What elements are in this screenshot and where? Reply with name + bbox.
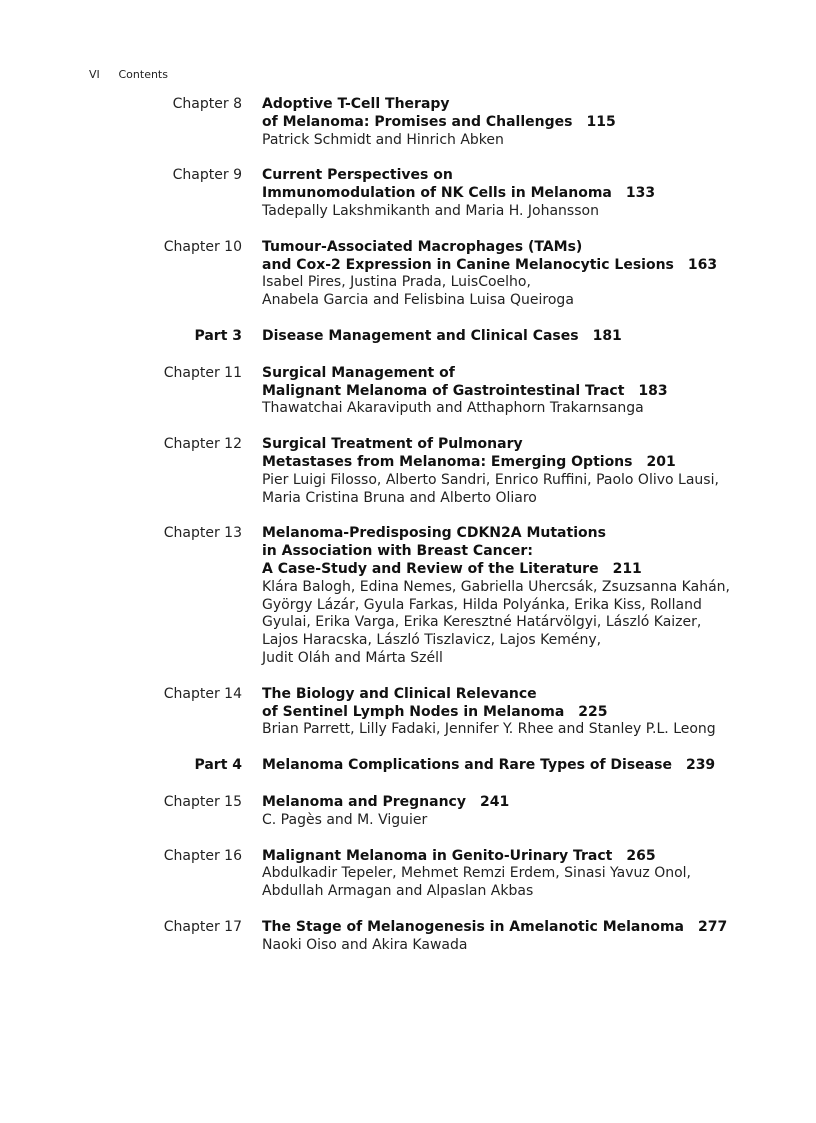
- entry-title-line: [262, 757, 716, 775]
- entry-title-text: in Association with Breast Cancer:: [262, 543, 533, 560]
- entry-authors-line: Abdullah Armagan and Alpaslan Akbas: [262, 883, 534, 900]
- entry-authors-line: Isabel Pires, Justina Prada, LuisCoelho,: [262, 274, 531, 291]
- entry-page-number: 201: [646, 453, 676, 470]
- part-label: Part 3: [194, 327, 242, 344]
- chapter-label: Chapter 12: [163, 436, 242, 453]
- toc-chapter-entry: [0, 436, 816, 507]
- toc-entry-body: [262, 365, 712, 418]
- entry-title-text: Surgical Treatment of Pulmonary: [262, 436, 523, 453]
- entry-title-line: [262, 167, 712, 185]
- toc-entry-body: [262, 757, 716, 775]
- running-head: [89, 68, 168, 81]
- entry-title-line: [262, 918, 728, 937]
- entry-title-text: Adoptive T-Cell Therapy: [262, 96, 450, 112]
- toc-part-entry: [0, 328, 816, 346]
- toc-entry-body: [262, 794, 712, 830]
- entry-title-text: Tumour-Associated Macrophages (TAMs): [262, 238, 583, 255]
- entry-title-text: and Cox-2 Expression in Canine Melanocytic Lesions: [262, 256, 674, 273]
- entry-page-number: 211: [612, 560, 642, 577]
- entry-title-line: [262, 185, 712, 203]
- toc-chapter-entry: [0, 848, 816, 901]
- chapter-label: Chapter 10: [163, 238, 242, 255]
- entry-title-text: Malignant Melanoma of Gastrointestinal Tract: [262, 382, 625, 399]
- toc-chapter-entry: [0, 686, 816, 739]
- entry-title-text: Surgical Management of: [262, 364, 455, 381]
- entry-title-line: [262, 525, 712, 543]
- entry-title-text: Melanoma-Predisposing CDKN2A Mutations: [262, 525, 606, 542]
- entry-title-line: [262, 848, 712, 866]
- chapter-label: Chapter 15: [163, 793, 242, 810]
- entry-authors-line: Patrick Schmidt and Hinrich Abken: [262, 131, 504, 148]
- entry-page-number: 133: [625, 185, 656, 202]
- entry-page-number: 181: [592, 327, 622, 344]
- entry-page-number: 239: [685, 757, 716, 774]
- entry-title-text: of Melanoma: Promises and Challenges: [262, 113, 573, 130]
- toc-chapter-entry: [0, 365, 816, 418]
- part-label: Part 4: [194, 757, 242, 774]
- entry-title-text: Melanoma and Pregnancy: [262, 793, 466, 810]
- entry-title-line: [262, 686, 712, 704]
- entry-title-line: [262, 561, 712, 579]
- toc-entry-body: [262, 167, 712, 220]
- chapter-label: Chapter 16: [163, 847, 242, 864]
- entry-title-line: [262, 704, 712, 722]
- chapter-label: Chapter 8: [172, 96, 242, 112]
- chapter-label: Chapter 11: [163, 364, 242, 381]
- table-of-contents: [0, 96, 816, 972]
- entry-authors-line: Tadepally Lakshmikanth and Maria H. Johansson: [262, 202, 599, 219]
- entry-title-line: [262, 328, 712, 346]
- entry-title-line: [262, 256, 718, 275]
- entry-title-line: [262, 794, 712, 812]
- toc-chapter-entry: [0, 919, 816, 955]
- entry-title-text: Current Perspectives on: [262, 167, 453, 184]
- chapter-label: Chapter 9: [172, 167, 242, 184]
- entry-authors-line: Judit Oláh and Márta Széll: [262, 649, 443, 666]
- toc-chapter-entry: [0, 525, 816, 667]
- entry-title-line: [262, 454, 712, 472]
- entry-page-number: 277: [698, 918, 728, 935]
- entry-authors-line: Pier Luigi Filosso, Alberto Sandri, Enrico Ruffini, Paolo Olivo Lausi,: [262, 471, 719, 488]
- toc-chapter-entry: [0, 239, 816, 310]
- entry-authors-line: Brian Parrett, Lilly Fadaki, Jennifer Y. Rhee and Stanley P.L. Leong: [262, 721, 716, 738]
- page-folio: VI: [89, 68, 100, 81]
- entry-title-line: [262, 365, 712, 383]
- entry-authors-line: Abdulkadir Tepeler, Mehmet Remzi Erdem, Sinasi Yavuz Onol,: [262, 865, 691, 882]
- chapter-label: Chapter 17: [163, 918, 242, 935]
- entry-authors-line: Gyulai, Erika Varga, Erika Keresztné Határvölgyi, László Kaizer,: [262, 614, 702, 631]
- entry-page-number: 163: [687, 256, 718, 273]
- entry-title-text: Melanoma Complications and Rare Types of Disease: [262, 757, 672, 774]
- toc-entry-body: [262, 918, 728, 955]
- entry-title-text: Disease Management and Clinical Cases: [262, 327, 579, 344]
- toc-chapter-entry: [0, 96, 816, 149]
- toc-entry-body: [262, 685, 716, 739]
- entry-authors-line: Klára Balogh, Edina Nemes, Gabriella Uhercsák, Zsuzsanna Kahán,: [262, 578, 730, 595]
- entry-page-number: 183: [638, 382, 668, 399]
- toc-chapter-entry: [0, 167, 816, 220]
- entry-title-text: Metastases from Melanoma: Emerging Options: [262, 453, 633, 470]
- entry-title-line: [262, 383, 712, 401]
- entry-title-line: [262, 96, 712, 114]
- entry-title-text: A Case-Study and Review of the Literature: [262, 560, 599, 577]
- entry-page-number: 265: [626, 847, 656, 864]
- entry-title-text: The Stage of Melanogenesis in Amelanotic Melanoma: [262, 918, 685, 935]
- toc-entry-body: [262, 848, 712, 901]
- entry-title-text: of Sentinel Lymph Nodes in Melanoma: [262, 703, 565, 720]
- entry-authors-line: Lajos Haracska, László Tiszlavicz, Lajos Kemény,: [262, 632, 602, 649]
- entry-authors-line: Thawatchai Akaraviputh and Atthaphorn Trakarnsanga: [262, 400, 644, 417]
- chapter-label: Chapter 14: [163, 685, 242, 702]
- entry-title-line: [262, 436, 712, 454]
- toc-entry-body: [262, 328, 712, 346]
- entry-title-text: The Biology and Clinical Relevance: [262, 685, 537, 702]
- entry-page-number: 241: [479, 793, 510, 810]
- entry-title-line: [262, 239, 712, 257]
- entry-title-text: Malignant Melanoma in Genito-Urinary Tract: [262, 847, 613, 864]
- running-head-section: Contents: [118, 68, 168, 81]
- entry-authors-line: Naoki Oiso and Akira Kawada: [262, 936, 468, 953]
- entry-title-line: [262, 114, 712, 132]
- entry-page-number: 225: [578, 703, 608, 720]
- entry-title-text: Immunomodulation of NK Cells in Melanoma: [262, 185, 612, 202]
- entry-title-line: [262, 543, 712, 561]
- chapter-label: Chapter 13: [163, 525, 242, 542]
- toc-entry-body: [262, 238, 718, 310]
- toc-chapter-entry: [0, 794, 816, 830]
- entry-authors-line: Anabela Garcia and Felisbina Luisa Queiroga: [262, 292, 574, 309]
- entry-authors-line: György Lázár, Gyula Farkas, Hilda Polyánka, Erika Kiss, Rolland: [262, 596, 702, 613]
- toc-part-entry: [0, 757, 816, 775]
- toc-entry-body: [262, 525, 730, 667]
- entry-authors-line: C. Pagès and M. Viguier: [262, 811, 428, 828]
- toc-entry-body: [262, 436, 719, 507]
- toc-entry-body: [262, 96, 712, 149]
- entry-authors-line: Maria Cristina Bruna and Alberto Oliaro: [262, 489, 537, 506]
- entry-page-number: 115: [586, 113, 616, 130]
